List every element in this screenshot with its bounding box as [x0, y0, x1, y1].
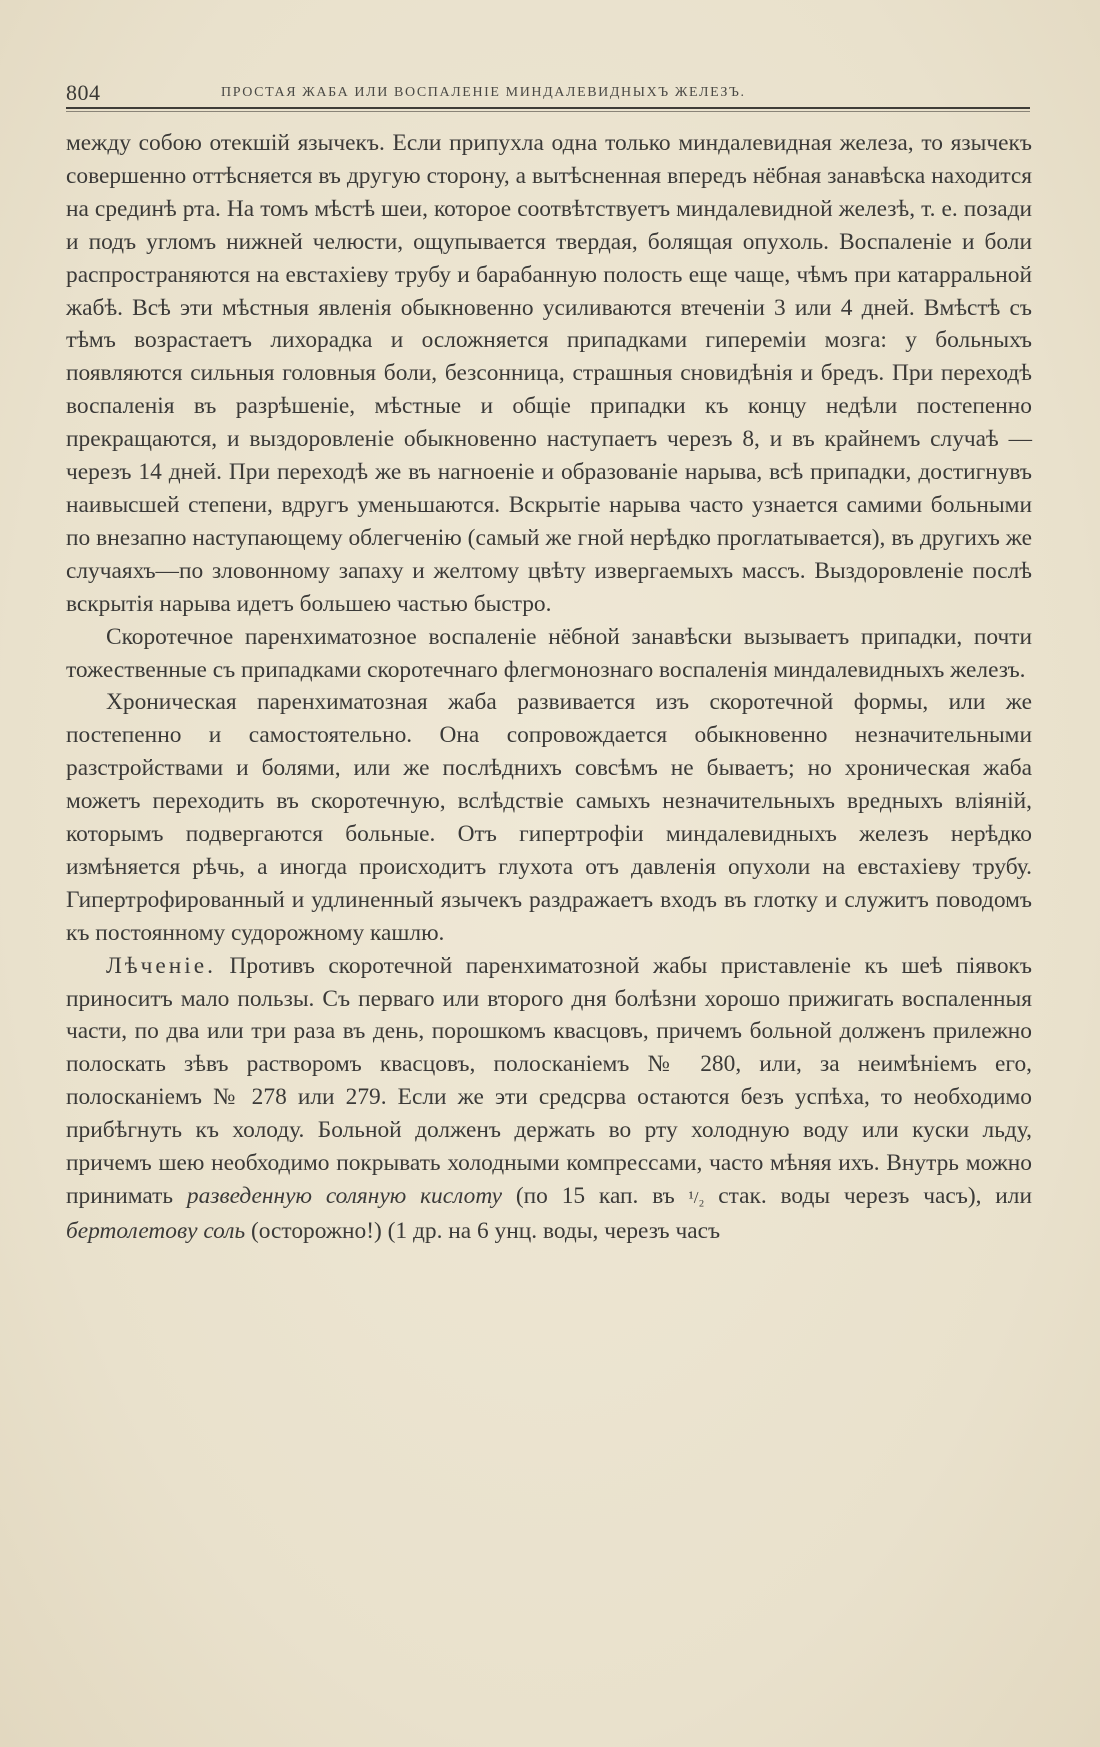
treatment-text-2: (по 15 кап. въ: [502, 1183, 689, 1209]
paragraph-chronic: Хроническая паренхиматозная жаба развивается изъ скоротечной формы, или же постепенно и самостоятельно. Она сопровождается обыкновенно незначительными разстройствами и болями, или же послѣднихъ совсѣмъ не бываетъ; но хроническая жаба можетъ переходить въ скоротечную, вслѣдствіе самыхъ незначительныхъ вредныхъ вліяній, которымъ подвергаются больные. Отъ гипертрофіи миндалевидныхъ железъ нерѣдко измѣняется рѣчь, а иногда происходитъ глухота отъ давленія опухоли на евстахіеву трубу. Гипертрофированный и удлиненный язычекъ раздражаетъ входъ въ глотку и служитъ поводомъ къ постоянному судорожному кашлю.: [66, 689, 1032, 946]
remedy-hydrochloric-acid: разведенную соляную кислоту: [186, 1183, 503, 1209]
fraction-half: ¹/₂: [688, 1188, 705, 1207]
page-header: [66, 70, 1030, 104]
treatment-text-4: (осторожно!) (1 др. на 6 унц. воды, черезъ часъ: [245, 1217, 721, 1244]
header-rule-thin: [66, 111, 1030, 112]
paragraph-continued: между собою отекшій язычекъ. Если припухла одна только миндалевидная железа, то язычекъ совершенно оттѣсняется въ другую сторону, а вытѣсненная впередъ нёбная занавѣска находится на срединѣ рта. На томъ мѣстѣ шеи, которое соотвѣтствуетъ миндалевидной железѣ, т. е. позади и подъ угломъ нижней челюсти, ощупывается твердая, болящая опухоль. Воспаленіе и боли распространяются на евстахіеву трубу и барабанную полость еще чаще, чѣмъ при катарральной жабѣ. Всѣ эти мѣстныя явленія обыкновенно усиливаются втеченіи 3 или 4 дней. Вмѣстѣ съ тѣмъ возрастаетъ лихорадка и осложняется припадками гипереміи мозга: у больныхъ появляются сильныя головныя боли, безсонница, страшныя сновидѣнія и бредъ. При переходѣ воспаленія въ разрѣшеніе, мѣстные и общіе припадки къ концу недѣли постепенно прекращаются, и выздоровленіе обыкновенно наступаетъ черезъ 8, и въ крайнемъ случаѣ — черезъ 14 дней. При переходѣ же въ нагноеніе и образованіе нарыва, всѣ припадки, достигнувъ наивысшей степени, вдругъ уменьшаются. Вскрытіе нарыва часто узнается самими больными по внезапно наступающему облегченію (самый же гной нерѣдко проглатывается), въ другихъ же случаяхъ—по зловонному запаху и желтому цвѣту извергаемыхъ массъ. Выздоровленіе послѣ вскрытія нарыва идетъ большею частью быстро.: [66, 130, 1032, 617]
header-rule: [66, 107, 1030, 109]
remedy-potassium-chlorate: бертолетову соль: [66, 1217, 246, 1244]
body-text: [66, 127, 1032, 1248]
treatment-text-3: стак. воды черезъ часъ), или: [704, 1183, 1032, 1209]
paragraph-palate: Скоротечное паренхиматозное воспаленіе нёбной занавѣски вызываетъ припадки, почти тожественные съ припадками скоротечнаго флегмонознаго воспаленія миндалевидныхъ железъ.: [66, 623, 1032, 683]
paragraph-treatment: [66, 950, 1032, 1248]
running-title: ПРОСТАЯ ЖАБА ИЛИ ВОСПАЛЕНІЕ МИНДАЛЕВИДНЫХЪ ЖЕЛЕЗЪ.: [221, 85, 746, 100]
section-heading-treatment: Лѣченіе.: [106, 952, 216, 979]
page-number: 804: [66, 80, 101, 105]
treatment-text-1: Противъ скоротечной паренхиматозной жабы приставленіе къ шеѣ піявокъ приноситъ мало пользы. Съ перваго или второго дня болѣзни хорошо прижигать воспаленныя части, по два или три раза въ день, порошкомъ квасцовъ, причемъ больной долженъ прилежно полоскать зѣвъ растворомъ квасцовъ, полосканіемъ № 280, или, за неимѣніемъ его, полосканіемъ № 278 или 279. Если же эти средсрва остаются безъ успѣха, то необходимо прибѣгнуть къ холоду. Больной долженъ держать во рту холодную воду или куски льду, причемъ шею необходимо покрывать холодными компрессами, часто мѣняя ихъ. Внутрь можно принимать: [66, 952, 1032, 1209]
